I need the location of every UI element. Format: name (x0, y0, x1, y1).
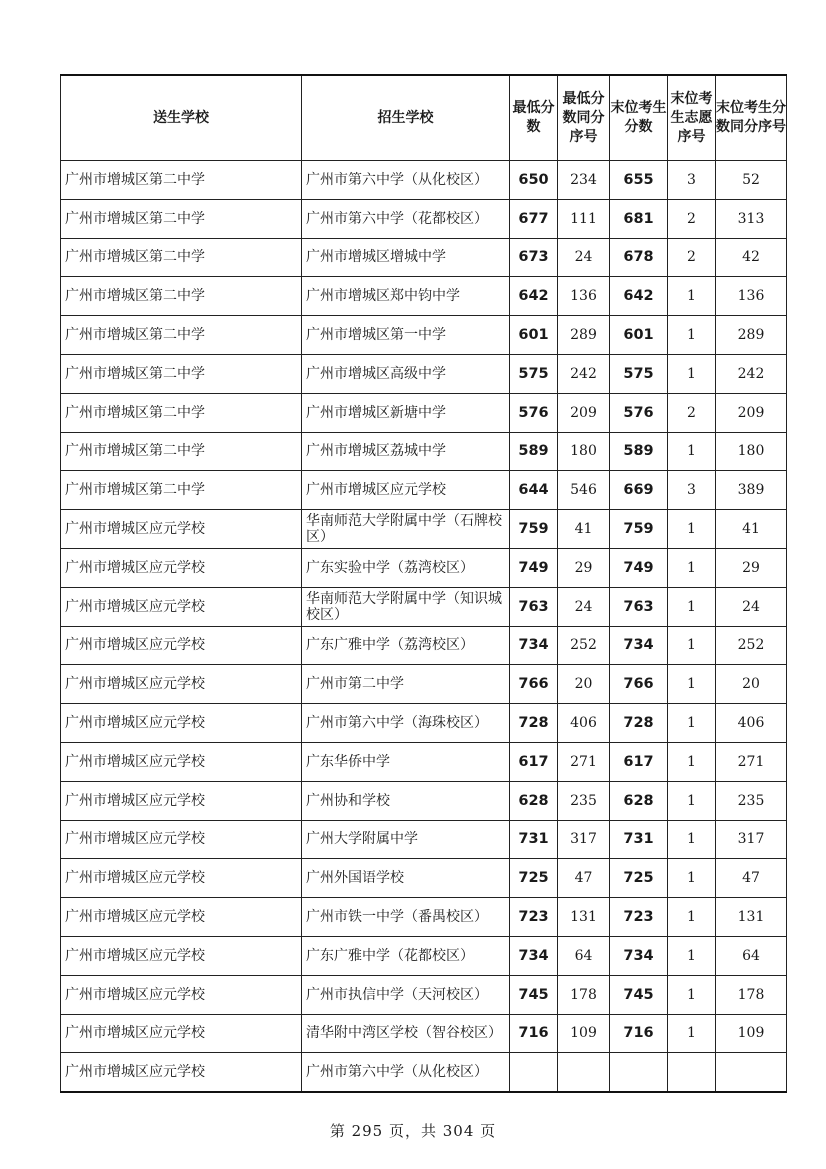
cell-recv-school: 广东实验中学（荔湾校区） (302, 548, 510, 587)
cell-last-rank: 178 (716, 975, 787, 1014)
cell-send-school: 广州市增城区应元学校 (61, 936, 302, 975)
cell-last-score (610, 1053, 668, 1092)
cell-min-rank: 109 (558, 1014, 610, 1053)
cell-recv-school: 广州市增城区高级中学 (302, 354, 510, 393)
table-row (61, 393, 787, 432)
cell-min-rank: 252 (558, 626, 610, 665)
table-row (61, 510, 787, 549)
cell-send-school: 广州市增城区应元学校 (61, 1053, 302, 1092)
table-row (61, 161, 787, 200)
page-footer: 第 295 页，共 304 页 (329, 1122, 497, 1140)
cell-min-score: 644 (510, 471, 558, 510)
cell-last-rank: 131 (716, 898, 787, 937)
cell-last-rank: 271 (716, 742, 787, 781)
header-send-school: 送生学校 (61, 75, 302, 161)
cell-min-rank: 235 (558, 781, 610, 820)
cell-recv-school: 广州市增城区郑中钧中学 (302, 277, 510, 316)
cell-recv-school: 广州大学附属中学 (302, 820, 510, 859)
cell-last-rank: 136 (716, 277, 787, 316)
cell-last-wish (668, 1053, 716, 1092)
cell-min-rank: 29 (558, 548, 610, 587)
table-row (61, 548, 787, 587)
cell-last-score: 766 (610, 665, 668, 704)
cell-last-rank: 252 (716, 626, 787, 665)
cell-last-score: 589 (610, 432, 668, 471)
cell-last-score: 716 (610, 1014, 668, 1053)
header-recv-school: 招生学校 (302, 75, 510, 161)
cell-min-score: 642 (510, 277, 558, 316)
cell-send-school: 广州市增城区应元学校 (61, 898, 302, 937)
cell-last-wish: 1 (668, 432, 716, 471)
header-min-score: 最低分数 (510, 75, 558, 161)
cell-min-score: 725 (510, 859, 558, 898)
cell-min-rank: 234 (558, 161, 610, 200)
cell-send-school: 广州市增城区应元学校 (61, 626, 302, 665)
cell-send-school: 广州市增城区第二中学 (61, 161, 302, 200)
cell-last-score: 763 (610, 587, 668, 626)
cell-last-score: 628 (610, 781, 668, 820)
table-row (61, 781, 787, 820)
cell-last-rank: 109 (716, 1014, 787, 1053)
cell-recv-school: 广州市增城区第一中学 (302, 316, 510, 355)
header-last-score: 末位考生分数 (610, 75, 668, 161)
cell-send-school: 广州市增城区应元学校 (61, 1014, 302, 1053)
cell-min-score: 589 (510, 432, 558, 471)
cell-last-score: 734 (610, 936, 668, 975)
cell-last-rank: 47 (716, 859, 787, 898)
cell-last-wish: 1 (668, 626, 716, 665)
cell-min-rank: 317 (558, 820, 610, 859)
cell-recv-school: 广州市增城区新塘中学 (302, 393, 510, 432)
table-row (61, 665, 787, 704)
cell-last-wish: 1 (668, 587, 716, 626)
cell-send-school: 广州市增城区第二中学 (61, 432, 302, 471)
table-row (61, 898, 787, 937)
cell-last-rank: 29 (716, 548, 787, 587)
cell-recv-school: 清华附中湾区学校（智谷校区） (302, 1014, 510, 1053)
cell-last-score: 725 (610, 859, 668, 898)
cell-send-school: 广州市增城区应元学校 (61, 820, 302, 859)
admission-table (60, 74, 787, 1093)
cell-recv-school: 华南师范大学附属中学（石牌校区） (302, 510, 510, 549)
cell-send-school: 广州市增城区应元学校 (61, 665, 302, 704)
table-body (61, 161, 787, 1093)
cell-last-wish: 1 (668, 510, 716, 549)
cell-min-score: 673 (510, 238, 558, 277)
table-row (61, 626, 787, 665)
cell-min-score: 677 (510, 199, 558, 238)
cell-recv-school: 广东广雅中学（荔湾校区） (302, 626, 510, 665)
cell-last-score: 678 (610, 238, 668, 277)
cell-min-rank: 289 (558, 316, 610, 355)
cell-recv-school: 广州市铁一中学（番禺校区） (302, 898, 510, 937)
cell-last-rank: 180 (716, 432, 787, 471)
cell-min-rank: 20 (558, 665, 610, 704)
cell-min-score: 766 (510, 665, 558, 704)
table-row (61, 936, 787, 975)
cell-min-score: 723 (510, 898, 558, 937)
table-row (61, 471, 787, 510)
cell-recv-school: 广州协和学校 (302, 781, 510, 820)
cell-last-wish: 1 (668, 975, 716, 1014)
table-row (61, 975, 787, 1014)
table-row (61, 704, 787, 743)
cell-min-score: 601 (510, 316, 558, 355)
cell-send-school: 广州市增城区应元学校 (61, 975, 302, 1014)
cell-last-rank: 20 (716, 665, 787, 704)
cell-last-score: 655 (610, 161, 668, 200)
cell-last-wish: 3 (668, 471, 716, 510)
cell-send-school: 广州市增城区第二中学 (61, 277, 302, 316)
table-row (61, 238, 787, 277)
cell-recv-school: 广州市第六中学（从化校区） (302, 161, 510, 200)
cell-send-school: 广州市增城区应元学校 (61, 587, 302, 626)
cell-last-rank: 406 (716, 704, 787, 743)
cell-last-wish: 2 (668, 393, 716, 432)
cell-last-score: 669 (610, 471, 668, 510)
cell-recv-school: 广州市增城区增城中学 (302, 238, 510, 277)
cell-last-wish: 1 (668, 936, 716, 975)
table-row (61, 354, 787, 393)
cell-last-score: 759 (610, 510, 668, 549)
table-row (61, 1053, 787, 1092)
cell-last-rank: 235 (716, 781, 787, 820)
cell-send-school: 广州市增城区第二中学 (61, 471, 302, 510)
cell-send-school: 广州市增城区第二中学 (61, 199, 302, 238)
cell-last-rank (716, 1053, 787, 1092)
cell-last-score: 728 (610, 704, 668, 743)
cell-last-rank: 209 (716, 393, 787, 432)
cell-recv-school: 广州市执信中学（天河校区） (302, 975, 510, 1014)
table-row (61, 277, 787, 316)
cell-min-score: 734 (510, 626, 558, 665)
cell-last-wish: 3 (668, 161, 716, 200)
cell-last-rank: 313 (716, 199, 787, 238)
cell-recv-school: 广州市第六中学（海珠校区） (302, 704, 510, 743)
table-row (61, 1014, 787, 1053)
table-row (61, 199, 787, 238)
table-row (61, 820, 787, 859)
cell-send-school: 广州市增城区应元学校 (61, 548, 302, 587)
cell-last-wish: 2 (668, 199, 716, 238)
header-last-wish: 末位考生志愿序号 (668, 75, 716, 161)
cell-send-school: 广州市增城区应元学校 (61, 781, 302, 820)
cell-min-score: 731 (510, 820, 558, 859)
header-last-rank: 末位考生分数同分序号 (716, 75, 787, 161)
cell-min-score: 650 (510, 161, 558, 200)
cell-min-rank: 242 (558, 354, 610, 393)
cell-send-school: 广州市增城区应元学校 (61, 704, 302, 743)
cell-min-rank: 64 (558, 936, 610, 975)
cell-last-score: 617 (610, 742, 668, 781)
cell-min-rank: 47 (558, 859, 610, 898)
table-row (61, 742, 787, 781)
cell-last-rank: 242 (716, 354, 787, 393)
cell-send-school: 广州市增城区第二中学 (61, 354, 302, 393)
table-row (61, 587, 787, 626)
cell-last-rank: 24 (716, 587, 787, 626)
cell-recv-school: 广州市第二中学 (302, 665, 510, 704)
cell-last-wish: 1 (668, 742, 716, 781)
cell-min-rank: 271 (558, 742, 610, 781)
cell-min-score (510, 1053, 558, 1092)
table-row (61, 859, 787, 898)
cell-last-wish: 1 (668, 277, 716, 316)
cell-recv-school: 广东广雅中学（花都校区） (302, 936, 510, 975)
cell-min-score: 763 (510, 587, 558, 626)
cell-recv-school: 广州市第六中学（从化校区） (302, 1053, 510, 1092)
cell-min-score: 759 (510, 510, 558, 549)
cell-last-rank: 389 (716, 471, 787, 510)
cell-min-rank: 111 (558, 199, 610, 238)
cell-min-rank: 180 (558, 432, 610, 471)
cell-last-rank: 64 (716, 936, 787, 975)
table-row (61, 432, 787, 471)
cell-last-rank: 42 (716, 238, 787, 277)
cell-min-rank: 546 (558, 471, 610, 510)
cell-last-rank: 41 (716, 510, 787, 549)
cell-recv-school: 华南师范大学附属中学（知识城校区） (302, 587, 510, 626)
cell-min-score: 576 (510, 393, 558, 432)
cell-recv-school: 广州市第六中学（花都校区） (302, 199, 510, 238)
cell-min-rank: 41 (558, 510, 610, 549)
cell-recv-school: 广州市增城区应元学校 (302, 471, 510, 510)
cell-last-wish: 1 (668, 1014, 716, 1053)
cell-min-rank: 136 (558, 277, 610, 316)
cell-send-school: 广州市增城区第二中学 (61, 393, 302, 432)
cell-last-wish: 1 (668, 548, 716, 587)
cell-last-score: 723 (610, 898, 668, 937)
cell-min-rank (558, 1053, 610, 1092)
cell-last-wish: 1 (668, 354, 716, 393)
cell-last-wish: 1 (668, 898, 716, 937)
cell-min-rank: 178 (558, 975, 610, 1014)
cell-min-score: 734 (510, 936, 558, 975)
cell-last-score: 745 (610, 975, 668, 1014)
cell-min-score: 617 (510, 742, 558, 781)
cell-last-wish: 1 (668, 316, 716, 355)
cell-send-school: 广州市增城区第二中学 (61, 238, 302, 277)
cell-last-wish: 1 (668, 781, 716, 820)
cell-recv-school: 广州外国语学校 (302, 859, 510, 898)
cell-last-score: 681 (610, 199, 668, 238)
cell-last-wish: 1 (668, 704, 716, 743)
header-min-rank: 最低分数同分序号 (558, 75, 610, 161)
cell-min-score: 716 (510, 1014, 558, 1053)
cell-min-score: 749 (510, 548, 558, 587)
cell-last-rank: 317 (716, 820, 787, 859)
cell-recv-school: 广州市增城区荔城中学 (302, 432, 510, 471)
cell-min-score: 728 (510, 704, 558, 743)
table-row (61, 316, 787, 355)
cell-min-score: 745 (510, 975, 558, 1014)
cell-min-rank: 209 (558, 393, 610, 432)
cell-send-school: 广州市增城区应元学校 (61, 742, 302, 781)
cell-last-wish: 1 (668, 820, 716, 859)
cell-last-score: 642 (610, 277, 668, 316)
cell-min-rank: 24 (558, 587, 610, 626)
cell-min-rank: 24 (558, 238, 610, 277)
cell-last-score: 734 (610, 626, 668, 665)
cell-recv-school: 广东华侨中学 (302, 742, 510, 781)
cell-min-score: 628 (510, 781, 558, 820)
cell-last-score: 601 (610, 316, 668, 355)
cell-min-rank: 131 (558, 898, 610, 937)
cell-send-school: 广州市增城区应元学校 (61, 859, 302, 898)
cell-send-school: 广州市增城区应元学校 (61, 510, 302, 549)
cell-min-rank: 406 (558, 704, 610, 743)
cell-last-score: 575 (610, 354, 668, 393)
cell-last-wish: 1 (668, 665, 716, 704)
cell-last-score: 749 (610, 548, 668, 587)
cell-last-wish: 2 (668, 238, 716, 277)
cell-last-rank: 289 (716, 316, 787, 355)
cell-send-school: 广州市增城区第二中学 (61, 316, 302, 355)
cell-last-rank: 52 (716, 161, 787, 200)
table-header-row (61, 75, 787, 161)
cell-last-score: 576 (610, 393, 668, 432)
cell-last-wish: 1 (668, 859, 716, 898)
cell-last-score: 731 (610, 820, 668, 859)
cell-min-score: 575 (510, 354, 558, 393)
